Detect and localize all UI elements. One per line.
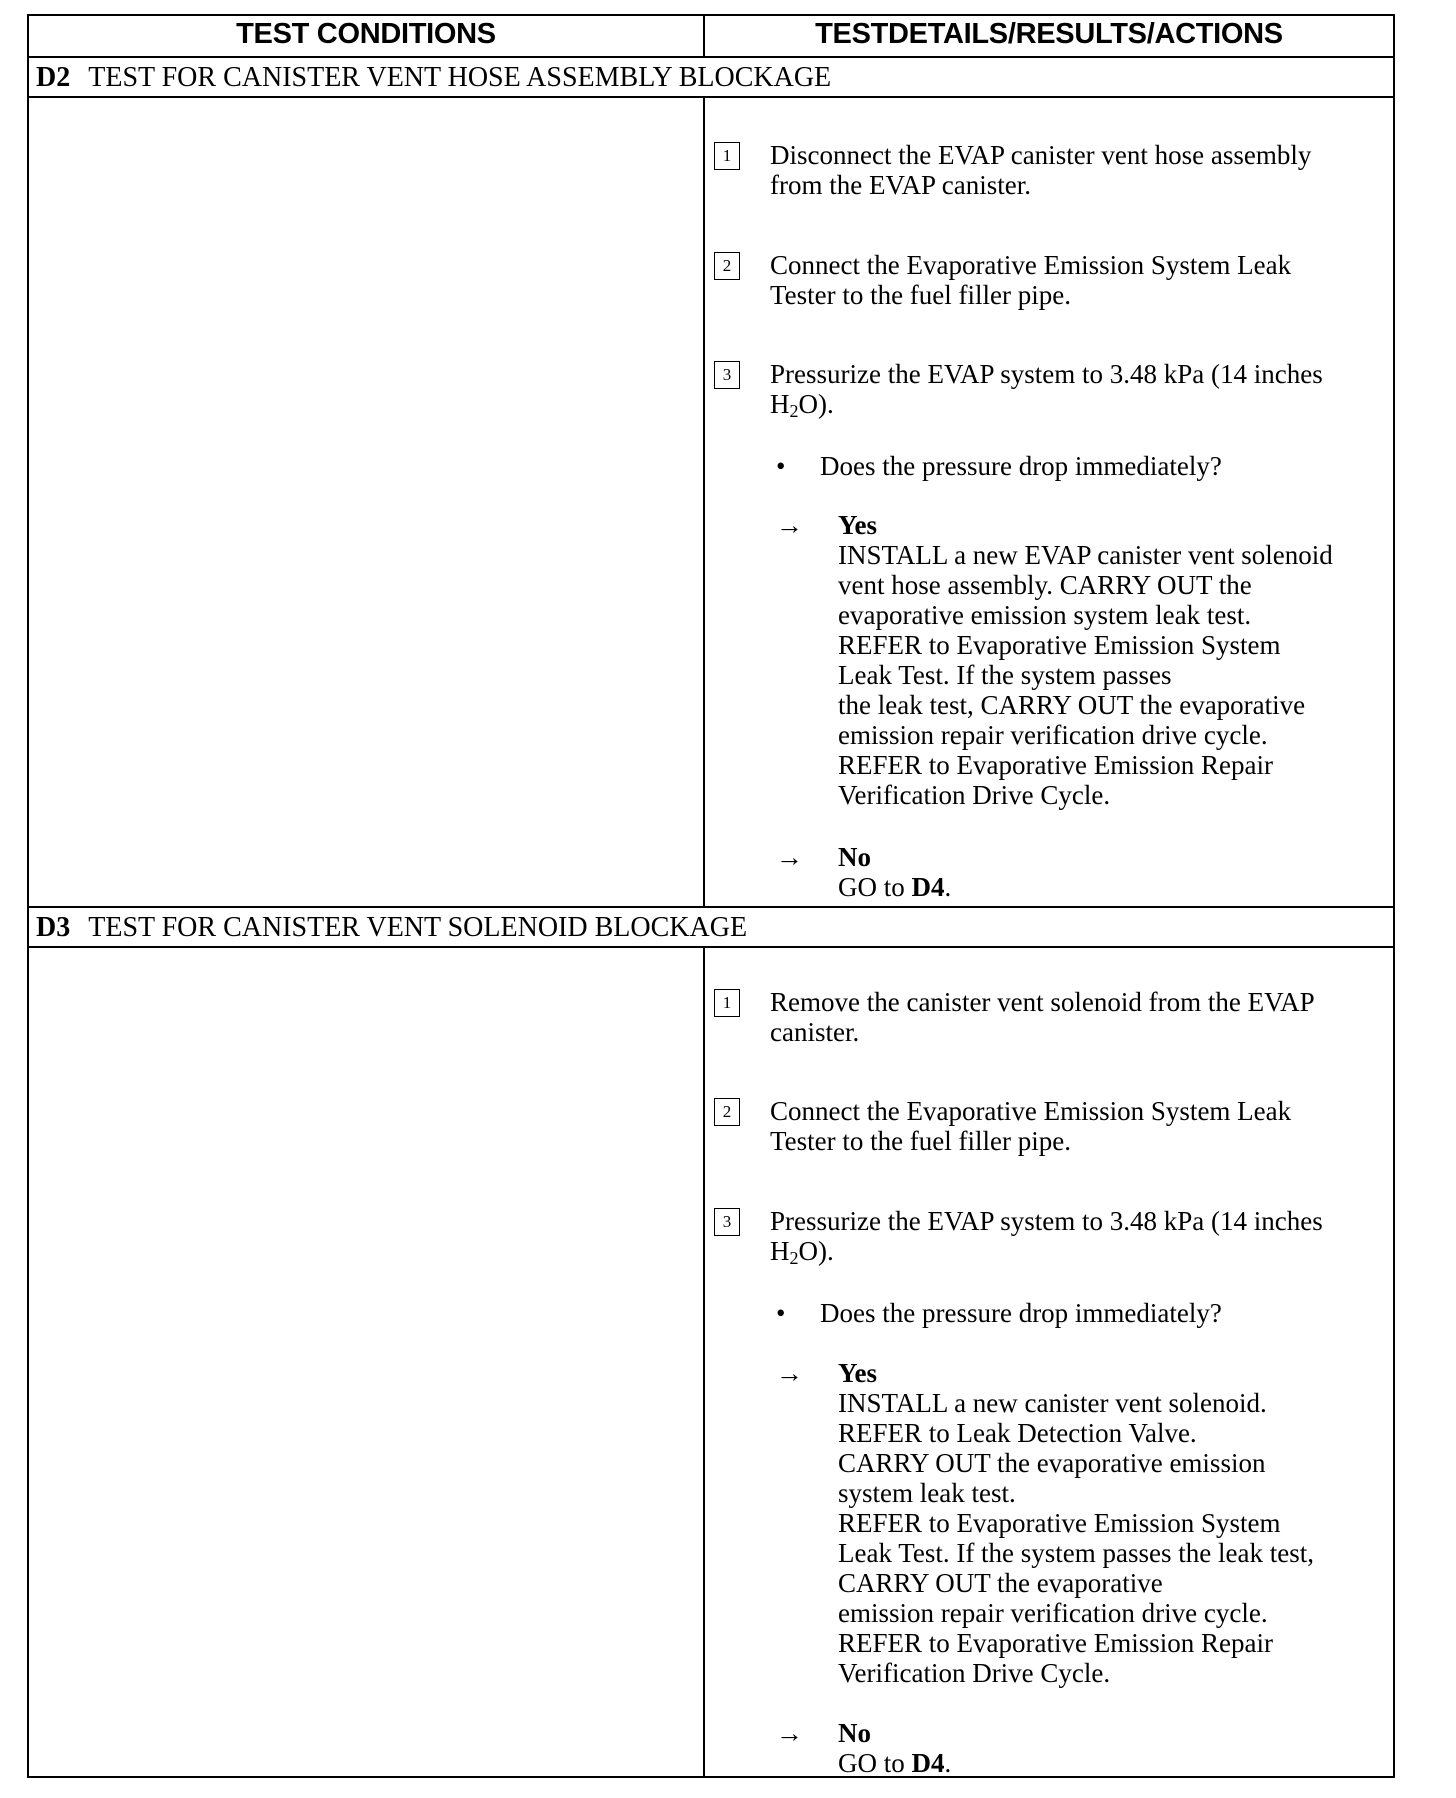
no-label: No bbox=[838, 842, 871, 872]
step-number-box: 3 bbox=[714, 361, 740, 389]
no-branch-d3: → No GO to D4. bbox=[776, 1718, 1386, 1780]
step-text: Remove the canister vent solenoid from the EVAP canister. bbox=[770, 987, 1315, 1047]
yes-label: Yes bbox=[838, 1358, 877, 1388]
goto-target: D4 bbox=[911, 1748, 945, 1778]
header-test-details: TESTDETAILS/RESULTS/ACTIONS bbox=[815, 18, 1283, 50]
step-d3-2 bbox=[714, 1096, 1379, 1160]
yes-branch-d2: → Yes INSTALL a new EVAP canister vent solenoid vent hose assembly. CARRY OUT the evaporative emission system leak test. REFER to Evaporative Emission System Leak Test. If the system passes the leak test, CARRY OUT the evaporative emission repair verification drive cycle. REFER to Evaporative Emission Repair Verification Drive Cycle. bbox=[776, 510, 1386, 810]
arrow-right-icon: → bbox=[776, 1358, 803, 1388]
no-label: No bbox=[838, 1718, 871, 1748]
step-number-box: 2 bbox=[714, 1098, 740, 1126]
column-divider-d2 bbox=[703, 96, 705, 908]
step-d3-3 bbox=[714, 1206, 1379, 1270]
goto-target: D4 bbox=[911, 872, 945, 902]
section-title-d2 bbox=[36, 62, 831, 98]
yes-branch-d3: → Yes INSTALL a new canister vent solenoid. REFER to Leak Detection Valve. CARRY OUT the evaporative emission system leak test. REFER to Evaporative Emission System Leak Test. If the system passes the leak test, CARRY OUT the evaporative emission repair verification drive cycle. REFER to Evaporative Emission Repair Verification Drive Cycle. bbox=[776, 1358, 1386, 1688]
section-title: TEST FOR CANISTER VENT HOSE ASSEMBLY BLOCKAGE bbox=[88, 62, 832, 93]
step-text: Disconnect the EVAP canister vent hose assembly from the EVAP canister. bbox=[770, 140, 1312, 200]
step-d2-1 bbox=[714, 140, 1379, 204]
step-number-box: 2 bbox=[714, 252, 740, 280]
step-text: Pressurize the EVAP system to 3.48 kPa (14 inches $H_2O$). bbox=[770, 359, 1323, 421]
bullet-icon: • bbox=[776, 451, 786, 481]
section-id: D3 bbox=[36, 912, 71, 943]
no-branch-d2: → No GO to D4. bbox=[776, 842, 1386, 904]
arrow-right-icon: → bbox=[776, 842, 803, 872]
bullet-icon: • bbox=[776, 1298, 786, 1328]
d3-top-divider bbox=[27, 906, 1395, 908]
section-title: TEST FOR CANISTER VENT SOLENOID BLOCKAGE bbox=[88, 912, 748, 943]
question-d3: • Does the pressure drop immediately? bbox=[776, 1298, 1222, 1328]
column-divider-d3 bbox=[703, 946, 705, 1778]
step-number-box: 1 bbox=[714, 989, 740, 1017]
yes-label: Yes bbox=[838, 510, 877, 540]
header-test-conditions: TEST CONDITIONS bbox=[236, 18, 496, 50]
step-d2-3 bbox=[714, 359, 1379, 423]
section-id: D2 bbox=[36, 62, 71, 93]
step-number-box: 3 bbox=[714, 1208, 740, 1236]
section-title-d3 bbox=[36, 912, 747, 948]
step-d2-2 bbox=[714, 250, 1379, 314]
step-text: Connect the Evaporative Emission System Leak Tester to the fuel filler pipe. bbox=[770, 250, 1292, 310]
arrow-right-icon: → bbox=[776, 510, 803, 540]
step-text: Pressurize the EVAP system to 3.48 kPa (14 inches $H_2O$). bbox=[770, 1206, 1323, 1268]
step-number-box: 1 bbox=[714, 142, 740, 170]
step-d3-1 bbox=[714, 987, 1379, 1051]
header-divider bbox=[27, 56, 1395, 58]
arrow-right-icon: → bbox=[776, 1718, 803, 1748]
question-d2: • Does the pressure drop immediately? bbox=[776, 451, 1222, 481]
step-text: Connect the Evaporative Emission System Leak Tester to the fuel filler pipe. bbox=[770, 1096, 1292, 1156]
